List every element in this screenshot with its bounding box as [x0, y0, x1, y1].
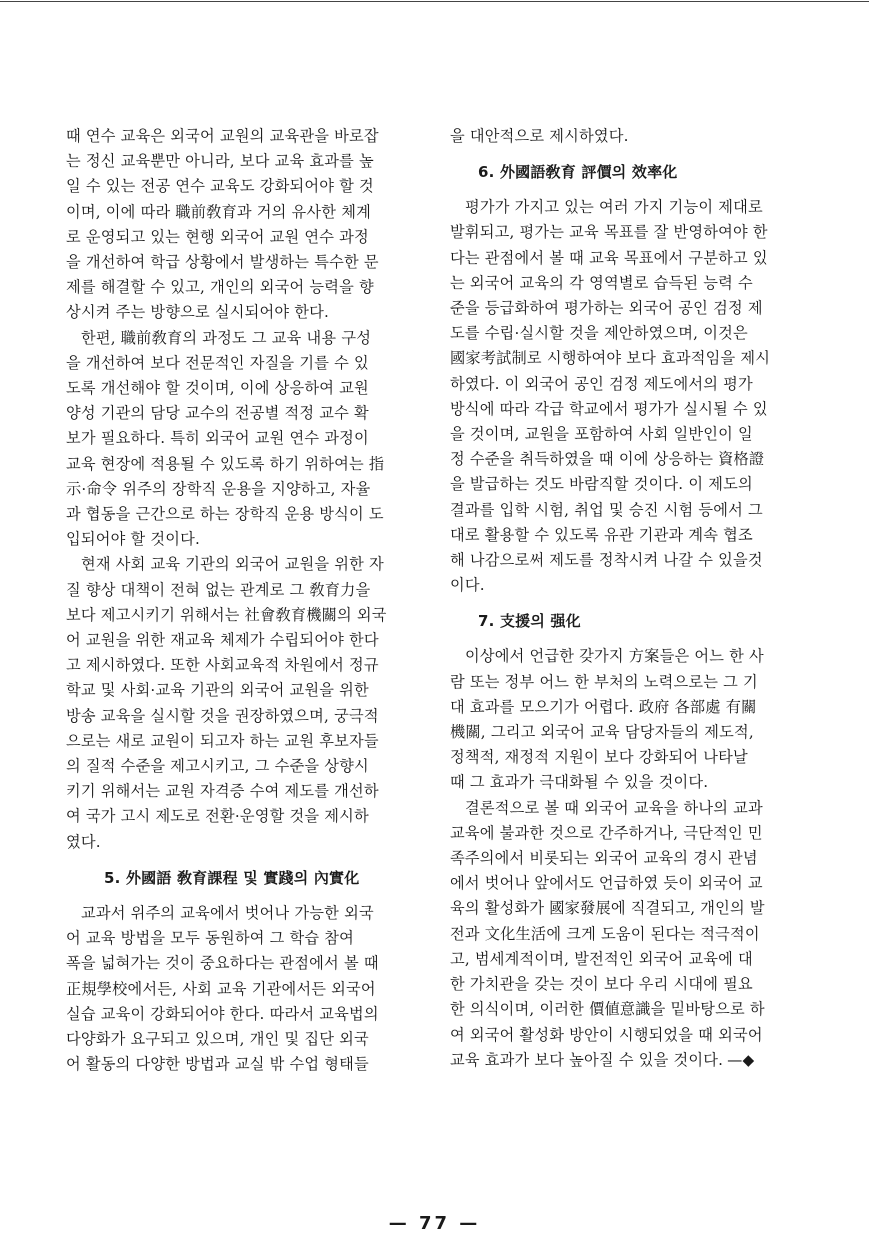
text-line: 고 제시하였다. 또한 사회교육적 차원에서 정규 — [66, 656, 379, 675]
text-line: 방송 교육을 실시할 것을 권장하였으며, 궁극적 — [66, 706, 379, 725]
text-line: 어 교원을 위한 재교육 체제가 수립되어야 한다 — [66, 631, 379, 650]
text-line: 때 그 효과가 극대화될 수 있을 것이다. — [450, 773, 709, 792]
text-line: 이다. — [450, 576, 485, 595]
text-line: 에서 벗어나 앞에서도 언급하였 듯이 외국어 교 — [450, 874, 763, 893]
text-line: 을 것이며, 교원을 포함하여 사회 일반인이 일 — [450, 425, 753, 444]
text-line: 어 활동의 다양한 방법과 교실 밖 수업 형태들 — [66, 1055, 369, 1074]
text-line: 한 가치관을 갖는 것이 보다 우리 시대에 필요 — [450, 975, 753, 994]
text-line: 전과 文化生活에 크게 도움이 된다는 적극적이 — [450, 924, 760, 943]
text-line: 을 발급하는 것도 바람직할 것이다. 이 제도의 — [450, 475, 753, 494]
text-line: 교육에 불과한 것으로 간주하거나, 극단적인 민 — [450, 823, 763, 842]
text-line: 여 외국어 활성화 방안이 시행되었을 때 외국어 — [450, 1025, 763, 1044]
text-line: 으로는 새로 교원이 되고자 하는 교원 후보자들 — [66, 731, 379, 750]
text-line: 이상에서 언급한 갖가지 方案들은 어느 한 사 — [465, 647, 764, 666]
text-line: 는 외국어 교육의 각 영역별로 습득된 능력 수 — [450, 273, 753, 292]
text-line: 보다 제고시키기 위해서는 社會敎育機關의 외국 — [66, 605, 387, 624]
text-line: 상시켜 주는 방향으로 실시되어야 한다. — [66, 303, 330, 322]
text-line: 였다. — [66, 832, 101, 851]
text-line: 한 의식이며, 이러한 價値意識을 밑바탕으로 하 — [450, 1000, 765, 1019]
text-line: 이며, 이에 따라 職前敎育과 거의 유사한 체계 — [66, 202, 371, 221]
text-line: 다양화가 요구되고 있으며, 개인 및 집단 외국 — [66, 1029, 369, 1048]
page-number: — 77 — — [388, 1213, 481, 1234]
text-line: 방식에 따라 각급 학교에서 평가가 실시될 수 있 — [450, 399, 768, 418]
text-line: 보가 필요하다. 특히 외국어 교원 연수 과정이 — [66, 429, 369, 448]
text-line: 을 개선하여 학급 상황에서 발생하는 특수한 문 — [66, 253, 379, 272]
text-line: 해 나감으로써 제도를 정착시켜 나갈 수 있을것 — [450, 551, 763, 570]
section-heading-7: 7. 支援의 强化 — [478, 612, 581, 631]
continuation-line: 을 대안적으로 제시하였다. — [450, 127, 629, 145]
end-mark-icon: —◆ — [727, 1050, 755, 1069]
text-line: 입되어야 할 것이다. — [66, 530, 201, 549]
text-line: 國家考試制로 시행하여야 보다 효과적임을 제시 — [450, 349, 771, 368]
text-line: 로 운영되고 있는 현행 외국어 교원 연수 과정 — [66, 227, 369, 246]
text-line: 정책적, 재정적 지원이 보다 강화되어 나타날 — [450, 748, 748, 767]
text-line: 양성 기관의 담당 교수의 전공별 적정 교수 확 — [66, 404, 369, 423]
text-line: 도록 개선해야 할 것이며, 이에 상응하여 교원 — [66, 379, 369, 398]
paragraph-left-2 — [66, 326, 426, 553]
text-line: 하였다. 이 외국어 공인 검정 제도에서의 평가 — [450, 374, 753, 393]
section-heading-5: 5. 外國語 敎育課程 및 實踐의 內實化 — [104, 868, 360, 887]
text-line: 족주의에서 비롯되는 외국어 교육의 경시 관념 — [450, 849, 758, 868]
top-rule — [0, 1, 869, 2]
text-line: 키기 위해서는 교원 자격증 수여 제도를 개선하 — [66, 782, 379, 801]
text-line: 여 국가 고시 제도로 전환·운영할 것을 제시하 — [66, 807, 369, 826]
text-line: 일 수 있는 전공 연수 교육도 강화되어야 할 것 — [66, 177, 374, 196]
text-line: 실습 교육이 강화되어야 한다. 따라서 교육법의 — [66, 1004, 379, 1023]
paragraph-left-3 — [66, 552, 426, 854]
text-line: 대로 활용할 수 있도록 유관 기관과 계속 협조 — [450, 525, 753, 544]
text-line: 폭을 넓혀가는 것이 중요하다는 관점에서 볼 때 — [66, 954, 379, 973]
text-line: 결론적으로 볼 때 외국어 교육을 하나의 교과 — [465, 798, 763, 817]
text-line: 을 개선하여 보다 전문적인 자질을 기를 수 있 — [66, 353, 369, 372]
paragraph-left-4 — [66, 901, 426, 1077]
text-line: 교과서 위주의 교육에서 벗어나 가능한 외국 — [81, 903, 374, 922]
text-line: 는 정신 교육뿐만 아니라, 보다 교육 효과를 높 — [66, 152, 374, 171]
text-line: 示·命令 위주의 장학직 운용을 지양하고, 자율 — [66, 479, 371, 498]
right-column — [450, 124, 810, 1073]
text-line: 한편, 職前敎育의 과정도 그 교육 내용 구성 — [81, 328, 372, 347]
left-column — [66, 124, 426, 1077]
paragraph-right-2 — [450, 644, 810, 795]
text-line: 의 질적 수준을 제고시키고, 그 수준을 상향시 — [66, 757, 369, 776]
text-line: 질 향상 대책이 전혀 없는 관계로 그 敎育力을 — [66, 580, 371, 599]
text-line: 대 효과를 모으기가 어렵다. 政府 各部處 有關 — [450, 697, 757, 716]
text-line: 機關, 그리고 외국어 교육 담당자들의 제도적, — [450, 723, 754, 742]
text-line: 고, 범세계적이며, 발전적인 외국어 교육에 대 — [450, 949, 753, 968]
text-line: 어 교육 방법을 모두 동원하여 그 학습 참여 — [66, 929, 355, 948]
text-line: 다는 관점에서 볼 때 교육 목표에서 구분하고 있 — [450, 248, 768, 267]
text-line: 발휘되고, 평가는 교육 목표를 잘 반영하여야 한 — [450, 223, 768, 242]
text-line: 정 수준을 취득하였을 때 이에 상응하는 資格證 — [450, 450, 765, 469]
text-line: 학교 및 사회·교육 기관의 외국어 교원을 위한 — [66, 681, 369, 700]
text-line: 평가가 가지고 있는 여러 가지 기능이 제대로 — [465, 198, 763, 217]
paragraph-right-1 — [450, 195, 810, 598]
text-line: 때 연수 교육은 외국어 교원의 교육관을 바로잡 — [66, 127, 379, 145]
text-line: 正規學校에서든, 사회 교육 기관에서든 외국어 — [66, 979, 376, 998]
text-line: 도를 수립·실시할 것을 제안하였으며, 이것은 — [450, 324, 748, 343]
text-line: 교육 현장에 적용될 수 있도록 하기 위하여는 指 — [66, 454, 385, 473]
text-line: 결과를 입학 시험, 취업 및 승진 시험 등에서 그 — [450, 500, 763, 519]
text-line: 제를 해결할 수 있고, 개인의 외국어 능력을 향 — [66, 278, 374, 297]
text-line: 교육 효과가 보다 높아질 수 있을 것이다. —◆ — [450, 1048, 810, 1073]
section-heading-6: 6. 外國語敎育 評價의 效率化 — [478, 163, 678, 182]
text-line: 현재 사회 교육 기관의 외국어 교원을 위한 자 — [81, 555, 384, 574]
text-line: 과 협동을 근간으로 하는 장학직 운용 방식이 도 — [66, 505, 384, 524]
text-line: 육의 활성화가 國家發展에 직결되고, 개인의 발 — [450, 899, 765, 918]
text-line: 람 또는 정부 어느 한 부처의 노력으로는 그 기 — [450, 672, 758, 691]
paragraph-left-1 — [66, 124, 426, 326]
paragraph-right-3 — [450, 796, 810, 1073]
text-line: 준을 등급화하여 평가하는 외국어 공인 검정 제 — [450, 299, 763, 318]
